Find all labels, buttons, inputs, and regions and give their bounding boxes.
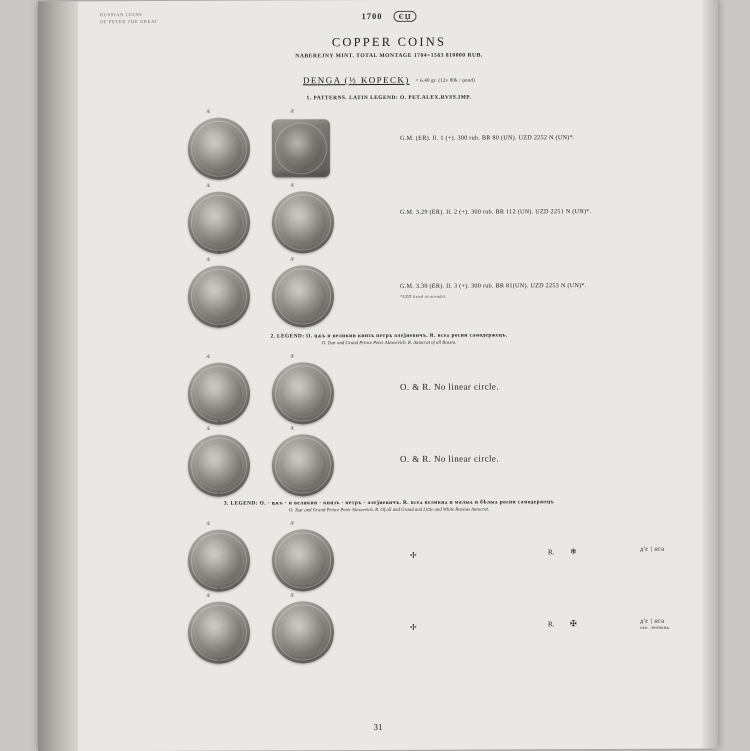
- catalog-number: 4: [218, 418, 221, 424]
- reverse-symbol: ✠: [570, 619, 577, 629]
- metal-label-obverse: Æ: [206, 425, 211, 431]
- reverse-label: R.: [548, 548, 555, 557]
- catalog-number: 3: [218, 323, 221, 329]
- catalog-row: [100, 254, 678, 331]
- metal-label-reverse: Æ: [290, 425, 295, 431]
- section-2-rows: [100, 351, 678, 498]
- metal-label-obverse: Æ: [206, 256, 211, 262]
- catalog-row: [100, 518, 678, 593]
- catalog-row: [100, 180, 678, 257]
- section-2-heading-block: [100, 332, 678, 348]
- metal-label-obverse: Æ: [206, 520, 211, 526]
- metal-label-reverse: Æ: [290, 592, 295, 598]
- coin-pair: [188, 424, 378, 497]
- catalog-description: [400, 282, 587, 299]
- catalog-number: 7: [218, 657, 221, 663]
- cyrillic-denomination-mark: [640, 618, 671, 630]
- catalog-description: [400, 134, 575, 142]
- catalog-number: 5: [218, 490, 221, 496]
- coin-obverse-image: [188, 363, 250, 425]
- coin-pair: [188, 352, 378, 425]
- catalog-row: [100, 351, 678, 426]
- coin-reverse-image: [272, 265, 334, 327]
- section-1-heading: 1. PATTERNS. LATIN LEGEND: O. PET.ALEX.RVSS.IMP.: [306, 94, 472, 102]
- section-3-rows: [100, 518, 678, 665]
- section-3-subheading: O. Tsar and Grand Prince Peter Alexeevich. R. Of all and Grand and Little and White Russias Autocrat.: [288, 507, 490, 514]
- running-head-line1: RUSSIAN COINS: [100, 12, 143, 18]
- page-title: COPPER COINS: [331, 34, 447, 50]
- denomination-name: DENGA (½ KOPECK): [303, 74, 410, 86]
- page-header: [100, 9, 678, 34]
- catalog-description-text: G.M. 3.29 (ER). Il. 2 (+). 300 rub. BR 112 (UN). UZD 2251 N (UN)*.: [400, 208, 592, 216]
- metal-label-obverse: Æ: [206, 108, 211, 114]
- coin-obverse-image: [188, 192, 250, 254]
- reverse-symbol: ❄: [570, 547, 577, 557]
- running-head-line2: OF PETER THE GREAT: [100, 18, 158, 25]
- metal-label-obverse: Æ: [206, 182, 211, 188]
- catalog-row: [100, 423, 678, 498]
- catalog-description: [400, 453, 499, 463]
- running-head: [100, 11, 158, 25]
- obverse-symbol: ✢: [410, 622, 417, 632]
- coin-obverse-image: [188, 435, 250, 497]
- catalog-description: [400, 208, 591, 216]
- year-heading: [361, 11, 416, 22]
- metal-label-reverse: Æ: [290, 108, 295, 114]
- catalog-description-text: G.M. (ER). Il. 1 (+). 300 rub. BR 80 (UN). UZD 2252 N (UN)*.: [400, 134, 575, 142]
- coin-obverse-image: [188, 118, 250, 180]
- catalog-description: [400, 381, 499, 391]
- coin-reverse-image: [272, 434, 334, 496]
- catalog-description-text: O. & R. No linear circle.: [400, 381, 499, 392]
- section-2-heading: 2. LEGEND: O. цѫъ и великии книзъ петръ алеѯиевичъ. R. всеѧ росии самодержецъ.: [270, 332, 508, 340]
- catalog-footnote: *UZD listed as novodel.: [400, 293, 447, 299]
- coin-pair: [188, 107, 378, 182]
- coin-pair: [188, 591, 378, 664]
- metal-label-obverse: Æ: [206, 353, 211, 359]
- section-2-subheading: O. Tsar and Grand Prince Peter Alexeevich. R. Autocrat of all Russia.: [321, 340, 457, 347]
- catalog-number: 2: [218, 249, 221, 255]
- coin-obverse-image: [188, 530, 250, 592]
- coin-obverse-image: [188, 266, 250, 328]
- cyrillic-mark-sub: саѳ· .великиѧ.: [640, 624, 671, 630]
- obverse-symbol: ✢: [410, 550, 417, 560]
- section-3-heading-block: [100, 499, 678, 515]
- coin-pair: [188, 181, 378, 256]
- coin-reverse-image: [272, 601, 334, 663]
- metal-label-reverse: Æ: [290, 520, 295, 526]
- section-3-heading: 3. LEGEND: O. · цѫъ · и великии · книзъ · петръ · алеѯиевичъ. R. всеѧ великиѧ и малыѧ и бѣлыѧ росии самодержецъ: [223, 499, 555, 507]
- book-page: [38, 0, 718, 751]
- coin-reverse-image: [272, 191, 334, 253]
- metal-label-reverse: Æ: [290, 182, 295, 188]
- reverse-label: R.: [548, 620, 555, 629]
- year-value: 1700: [361, 10, 383, 22]
- metal-label-obverse: Æ: [206, 592, 211, 598]
- section-1-rows: [100, 106, 678, 331]
- coin-reverse-image: [272, 119, 330, 177]
- coin-pair: [188, 519, 378, 592]
- metal-label-reverse: Æ: [290, 256, 295, 262]
- denomination-heading: [100, 74, 678, 87]
- coin-pair: [188, 255, 378, 330]
- cyrillic-mark-main: д'є | нгa: [640, 617, 665, 625]
- cyrillic-denomination-mark: д'є | нгa: [640, 545, 665, 553]
- catalog-row: [100, 106, 678, 183]
- metal-label-reverse: Æ: [290, 353, 295, 359]
- catalog-number: 1: [218, 175, 221, 181]
- catalog-row: [100, 590, 678, 665]
- coin-obverse-image: [188, 602, 250, 664]
- coin-reverse-image: [272, 529, 334, 591]
- denomination-weight: = 6.40 gr. (12v 80k / pood): [415, 78, 475, 84]
- cyrillic-year-value: ЄЏ: [394, 11, 417, 22]
- page-number: 31: [373, 721, 383, 733]
- catalog-number: 6: [218, 585, 221, 591]
- coin-reverse-image: [272, 362, 334, 424]
- catalog-description-text: G.M. 3.30 (ER). Il. 3 (+). 300 rub. BR 81(UN). UZD 2253 N (UN)*.: [400, 282, 587, 290]
- mint-subtitle: NABEREJNY MINT. TOTAL MONTAGE 1704=1563 810000 RUB.: [295, 52, 483, 60]
- catalog-description-text: O. & R. No linear circle.: [400, 453, 499, 464]
